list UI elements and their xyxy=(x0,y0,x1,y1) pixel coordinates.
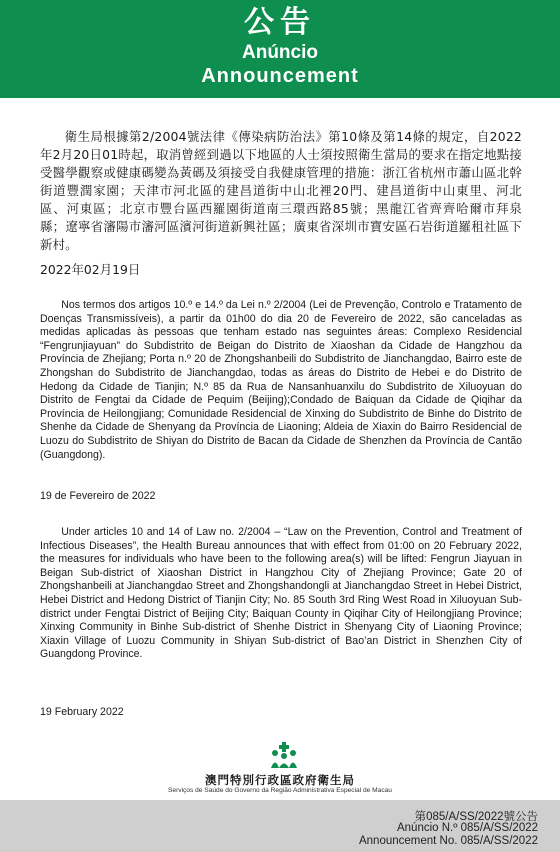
title-portuguese: Anúncio xyxy=(242,42,318,63)
organization-name-portuguese: Serviços de Saúde do Governo da Região Administrativa Especial de Macau xyxy=(168,787,392,794)
portuguese-date: 19 de Fevereiro de 2022 xyxy=(40,490,156,502)
chinese-date: 2022年02月19日 xyxy=(40,262,141,277)
english-body: Under articles 10 and 14 of Law no. 2/2004 – “Law on the Prevention, Control and Treatment of Infectious Diseases”, the Health Bureau announces that with effect from 01:00 on 20 February 2022, the measures for individuals who have been to the following area(s) will be lifted: Fengrun Jiayuan in Beigan Sub-district of Xiaoshan District in Hangzhou City of Zhejiang Province; Gate 20 of Zhongshanbeili at Jianchangdao Street and Zhongshandongli at Jianchangdao Street in Hebei District, Hebei District and Hedong District of Tianjin City; No. 85 South 3rd Ring West Road in Xiluoyuan Sub-district under Fengtai District of Beijing City; Baiquan County in Qiqihar City of Heilongjiang Province; Xinxing Community in Binhe Sub-district of Shenhe District in Shenyang City of Liaoning Province; Xiaxin Village of Luozu Community in Shiyan Sub-district of Bao’an District in Shenzhen City of Guangdong Province. xyxy=(40,526,522,661)
title-chinese: 公告 xyxy=(244,5,316,40)
chinese-body: 衛生局根據第2/2004號法律《傳染病防治法》第10條及第14條的規定，自2022年2月20日01時起，取消曾經到過以下地區的人士須按照衛生當局的要求在指定地點接受醫學觀察或健康碼變為黃碼及須接受自我健康管理的措施：浙江省杭州市蕭山區北幹街道豐潤家園；天津市河北區的建昌道街中山北裡20門、建昌道街中山東里、河北區、河東區；北京市豐台區西羅園街道南三環西路85號；黑龍江省齊齊哈爾市拜泉縣；遼寧省瀋陽市瀋河區濱河街道新興社區；廣東省深圳市寶安區石岩街道羅租社區下新村。 xyxy=(40,129,522,252)
announcement-header xyxy=(0,0,560,98)
title-english: Announcement xyxy=(201,65,359,87)
announcement-number-chinese: 第085/A/SS/2022號公告 xyxy=(414,811,538,823)
portuguese-body: Nos termos dos artigos 10.º e 14.º da Lei n.º 2/2004 (Lei de Prevenção, Controlo e Tratamento de Doenças Transmissíveis), a partir da 01h00 do dia 20 de Fevereiro de 2022, são canceladas as medidas aplicadas às pessoas que tenham estado nas seguintes áreas: Complexo Residencial “Fengrunjiayuan” do Subdistrito de Beigan do Distrito de Xiaoshan da Cidade de Hangzhou da Província de Zhejiang; Porta n.º 20 de Zhongshanbeili do Subdistrito de Jianchangdao, Bairro este de Zhongshan do Subdistrito de Jianchangdao, todas as áreas do Distrito de Hebei e do Distrito de Hedong da Cidade de Tianjin; N.º 85 da Rua de Nansanhuanxilu do Subdistrito de Xiluoyuan do Distrito de Fengtai da Cidade de Pequim (Beijing);Condado de Baiquan da Cidade de Qiqihar da Província de Heilongjiang; Comunidade Residencial de Xinxing do Subdistrito de Binhe do Distrito de Shenhe da Cidade de Shenyang da Província de Liaoning; Aldeia de Xiaxin do Bairro Residencial de Luozu do Subdistrito de Shiyan do Distrito de Bacan da Cidade de Shenzhen da Província de Cantão (Guangdong). xyxy=(40,299,522,461)
english-date: 19 February 2022 xyxy=(40,706,124,718)
health-bureau-logo-icon xyxy=(269,741,299,769)
announcement-number-portuguese: Anúncio N.º 085/A/SS/2022 xyxy=(396,822,538,834)
announcement-footer xyxy=(0,800,560,852)
announcement-number-english: Announcement No. 085/A/SS/2022 xyxy=(358,835,538,847)
organization-name-chinese: 澳門特別行政區政府衛生局 xyxy=(205,773,355,787)
